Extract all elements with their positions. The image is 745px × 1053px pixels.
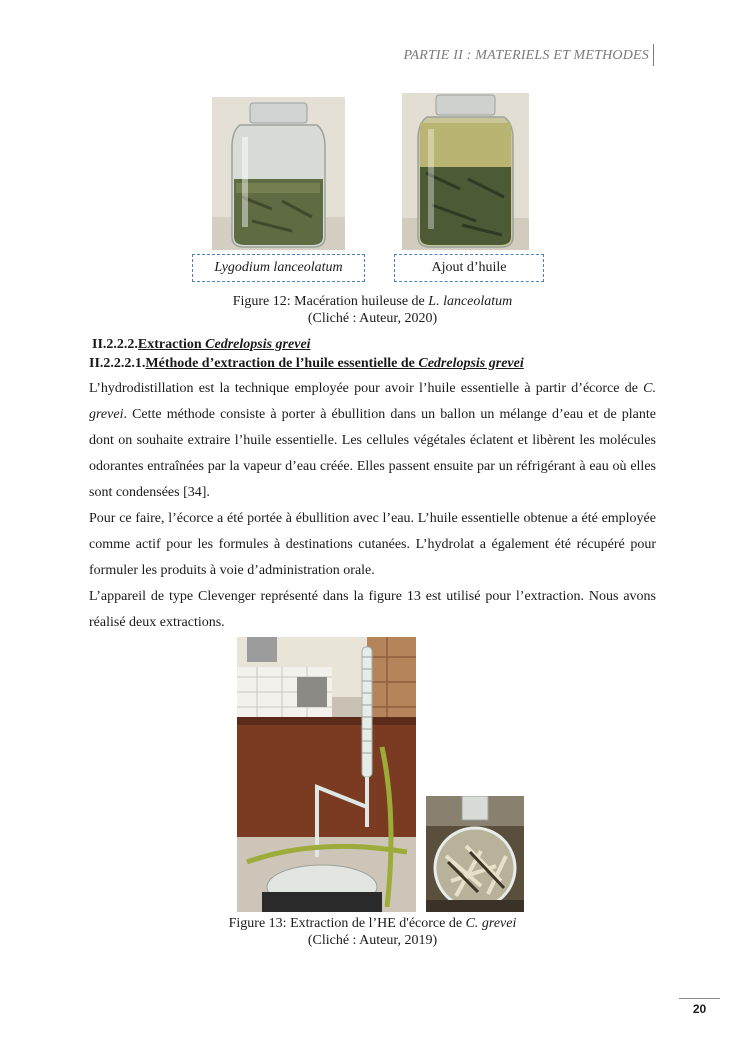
section-heading-number: II.2.2.2.: [92, 337, 138, 352]
subsection-heading-text: Méthode d’extraction de l’huile essentielle de: [145, 356, 419, 371]
paragraph-hydrodistillation: [89, 376, 656, 506]
paragraph-1-species: C. grevei: [89, 381, 656, 422]
page-number-rule: [679, 998, 720, 999]
figure-12-credit: (Cliché : Auteur, 2020): [307, 311, 438, 326]
photo-jar-with-oil: [402, 93, 529, 250]
running-header: PARTIE II : MATERIELS ET METHODES: [403, 48, 649, 63]
subsection-heading-number: II.2.2.2.1.: [89, 356, 146, 371]
figure-13-caption: [0, 916, 745, 932]
label-lygodium-lanceolatum: Lygodium lanceolatum: [192, 254, 365, 282]
paragraph-1-text-a: L’hydrodistillation est la technique employée pour avoir l’huile essentielle à partir d’écorce de: [89, 381, 644, 396]
figure-13-caption-species: C. grevei: [465, 916, 517, 931]
section-heading-title: [138, 337, 311, 352]
section-heading-2-2-2: [92, 337, 311, 353]
section-heading-text: Extraction: [137, 337, 206, 352]
figure-12-caption: [0, 294, 745, 310]
figure-12-caption-species: L. lanceolatum: [428, 294, 513, 309]
header-divider: [653, 44, 654, 66]
figure-13-caption-text: Figure 13: Extraction de l’HE d'écorce de: [228, 916, 466, 931]
paragraph-procedure: Pour ce faire, l’écorce a été portée à ébullition avec l’eau. L’huile essentielle obtenue a été employée comme actif pour les formules à destinations cutanées. L’hydrolat a également été récupéré pour formuler les produits à voie d’administration orale.: [89, 511, 656, 578]
photo-flask-bark: [426, 796, 524, 912]
paragraph-1-text-b: . Cette méthode consiste à porter à ébullition dans un ballon un mélange d’eau et de plante dont on souhaite extraire l’huile essentielle. Les cellules végétales éclatent et libèrent les molécules odorantes entraînées par la vapeur d’eau créée. Elles passent ensuite par un réfrigérant à eau où elles sont condensées [34].: [89, 407, 656, 500]
page-number: 20: [692, 1002, 707, 1016]
photo-clevenger-apparatus: [237, 637, 416, 912]
figure-13-credit: (Cliché : Auteur, 2019): [307, 933, 438, 948]
photo-jar-dry-leaves: [212, 97, 345, 250]
body-text: [89, 376, 656, 636]
subsection-heading-title: [145, 356, 523, 371]
section-heading-2-2-2-1: [89, 356, 524, 372]
label-ajout-huile: Ajout d’huile: [394, 254, 544, 282]
section-heading-species: Cedrelopsis grevei: [205, 337, 311, 352]
subsection-heading-species: Cedrelopsis grevei: [418, 356, 524, 371]
figure-12-caption-text: Figure 12: Macération huileuse de: [232, 294, 429, 309]
paragraph-clevenger: L’appareil de type Clevenger représenté dans la figure 13 est utilisé pour l’extraction. Nous avons réalisé deux extractions.: [89, 589, 656, 630]
